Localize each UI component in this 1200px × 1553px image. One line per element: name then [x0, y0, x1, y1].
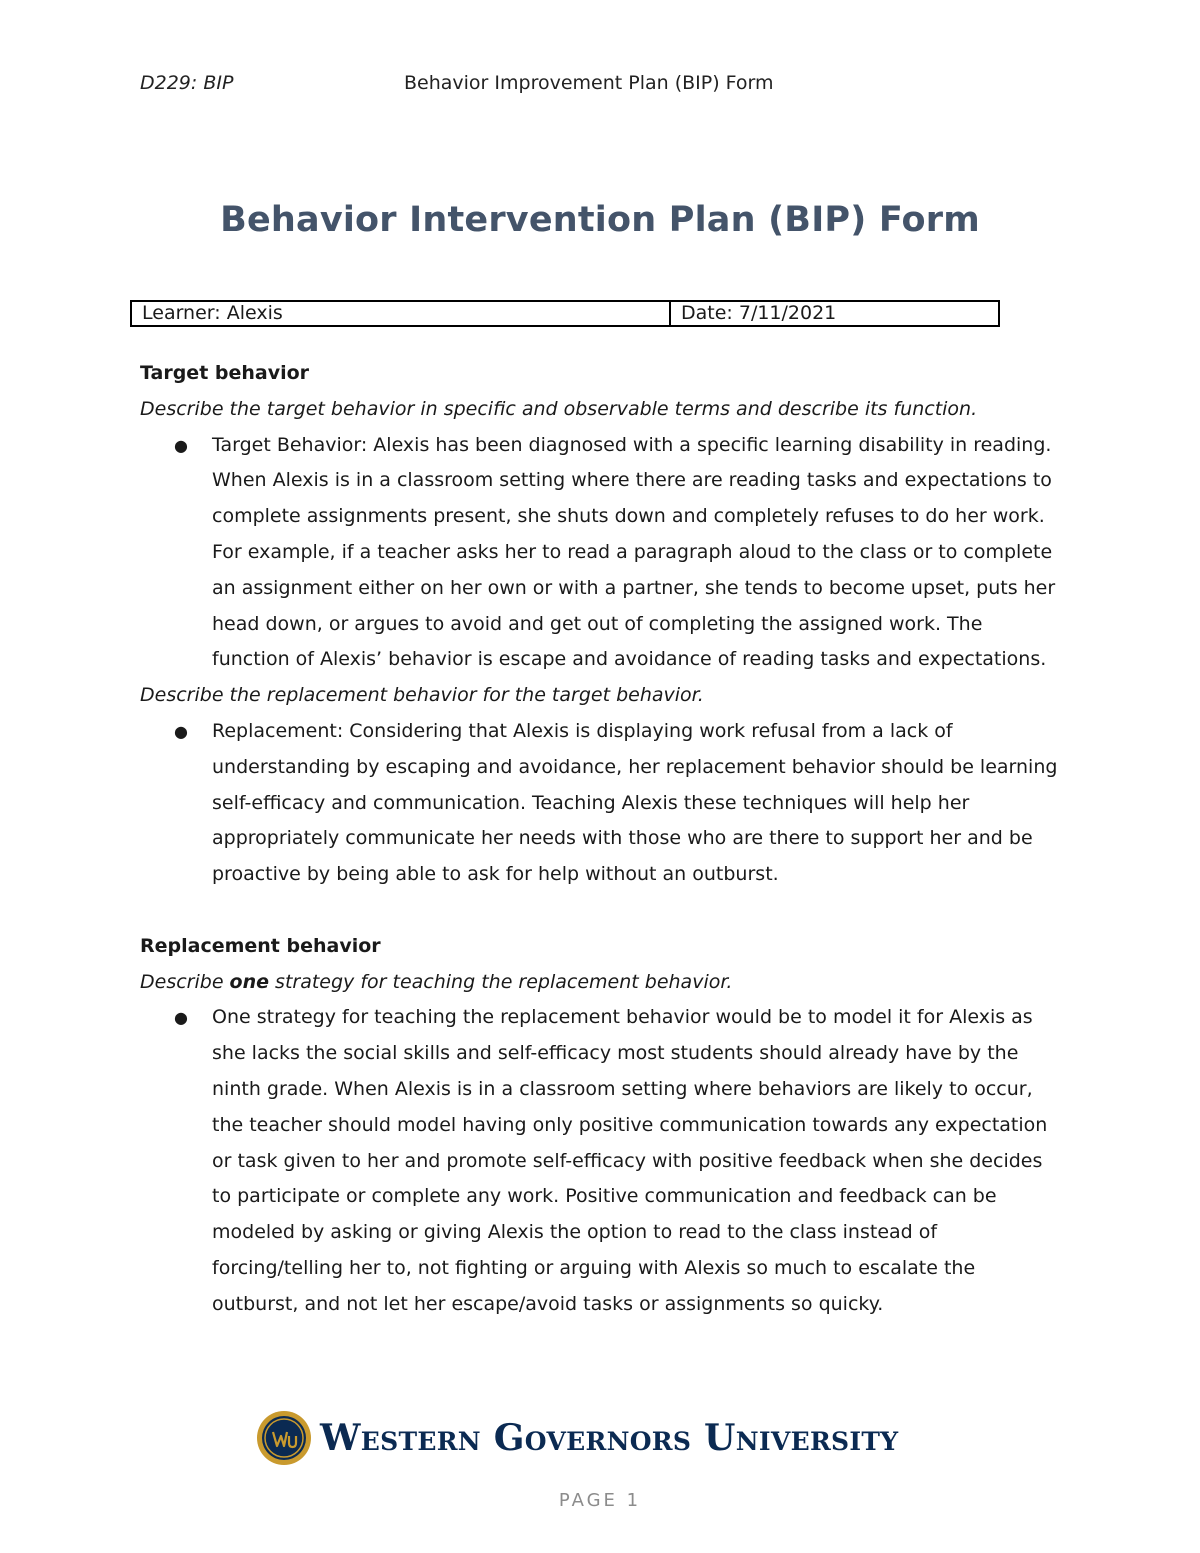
bullet-icon: ●	[174, 435, 188, 455]
section-heading-target-behavior: Target behavior	[140, 362, 310, 384]
strategy-prompt-emphasis: one	[229, 970, 270, 993]
strategy-prompt-end: strategy for teaching the replacement behavior.	[269, 970, 733, 993]
strategy-text: One strategy for teaching the replacement behavior would be to model it for Alexis as she lacks the social skills and self-efficacy most students should already have by the ninth grade. When Alexis is in a classroom setting where behaviors are likely to occur, the teacher should model having only positive communication towards any expectation or task given to her and promote self-efficacy with positive feedback when she decides to participate or complete any work. Positive communication and feedback can be modeled by asking or giving Alexis the option to read to the class instead of forcing/telling her to, not fighting or arguing with Alexis so much to escalate the outburst, and not let her escape/avoid tasks or assignments so quicky.	[212, 1006, 1048, 1315]
page-number: PAGE 1	[558, 1490, 642, 1511]
strategy-prompt-start: Describe	[140, 970, 230, 993]
page-title: Behavior Intervention Plan (BIP) Form	[220, 200, 980, 240]
list-item	[140, 714, 1060, 893]
header-document-name: Behavior Improvement Plan (BIP) Form	[404, 72, 774, 94]
list-item	[140, 428, 1060, 679]
header-course-code: D229: BIP	[140, 72, 234, 94]
bullet-icon: ●	[174, 1008, 188, 1028]
replacement-text: Replacement: Considering that Alexis is displaying work refusal from a lack of understanding by escaping and avoidance, her replacement behavior should be learning self-efficacy and communication. Teaching Alexis these techniques will help her appropriately communicate her needs with those who are there to support her and be proactive by being able to ask for help without an outburst.	[212, 719, 1058, 886]
university-name: Western Governors University	[320, 1417, 899, 1459]
document-body	[140, 356, 1060, 1323]
learner-info-table	[130, 300, 1000, 327]
section-spacer	[140, 893, 1060, 929]
learner-cell: Learner: Alexis	[132, 302, 671, 325]
section-heading-replacement-behavior: Replacement behavior	[140, 934, 381, 957]
target-behavior-text: Target Behavior: Alexis has been diagnosed with a specific learning disability in reading. When Alexis is in a classroom setting where there are reading tasks and expectations to complete assignments present, she shuts down and completely refuses to do her work. For example, if a teacher asks her to read a paragraph aloud to the class or to complete an assignment either on her own or with a partner, she tends to become upset, puts her head down, or argues to avoid and get out of completing the assigned work. The function of Alexis’ behavior is escape and avoidance of reading tasks and expectations.	[212, 433, 1056, 671]
target-behavior-prompt: Describe the target behavior in specific and observable terms and describe its function.	[140, 397, 978, 420]
date-cell: Date: 7/11/2021	[681, 302, 837, 324]
list-item	[140, 1000, 1060, 1322]
strategy-prompt	[140, 965, 1060, 1001]
wgu-logo	[256, 1410, 898, 1466]
replacement-behavior-prompt: Describe the replacement behavior for the target behavior.	[140, 684, 704, 707]
bullet-icon: ●	[174, 721, 188, 741]
university-seal-icon	[256, 1410, 312, 1466]
